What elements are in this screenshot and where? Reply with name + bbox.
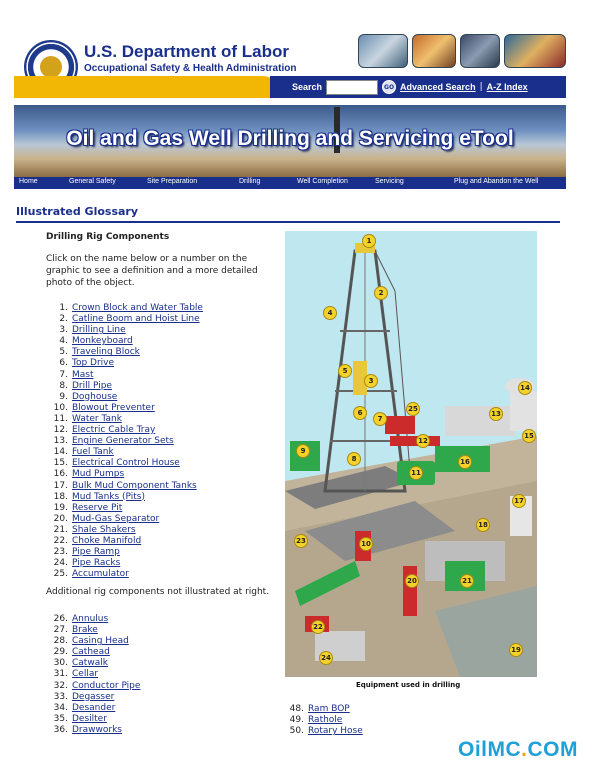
item-number: 7. <box>59 369 68 380</box>
glossary-link[interactable]: Catwalk <box>72 658 108 669</box>
drilling-rig-illustration <box>285 231 537 677</box>
rig-diagram <box>285 231 537 677</box>
list-item <box>46 547 203 558</box>
glossary-link[interactable]: Pipe Racks <box>72 558 121 569</box>
rig-marker-5[interactable]: 5 <box>338 364 352 378</box>
watermark-dot: . <box>521 738 528 761</box>
item-number: 34. <box>53 702 68 713</box>
item-number: 25. <box>53 569 68 580</box>
rig-marker-10[interactable]: 10 <box>359 537 373 551</box>
rig-marker-22[interactable]: 22 <box>311 620 325 634</box>
item-number: 50. <box>289 726 304 737</box>
rig-marker-1[interactable]: 1 <box>362 234 376 248</box>
list-item <box>46 347 203 358</box>
list-item <box>286 704 363 715</box>
watermark-text: COM <box>527 738 579 761</box>
glossary-link[interactable]: Pipe Ramp <box>72 547 120 558</box>
item-number: 3. <box>59 325 68 336</box>
search-input[interactable] <box>326 80 378 95</box>
rig-marker-15[interactable]: 15 <box>522 429 536 443</box>
rig-marker-14[interactable]: 14 <box>518 381 532 395</box>
rig-marker-2[interactable]: 2 <box>374 286 388 300</box>
list-item <box>46 525 203 536</box>
rig-marker-16[interactable]: 16 <box>458 455 472 469</box>
item-number: 35. <box>53 713 68 724</box>
section-subheading: Drilling Rig Components <box>46 232 170 242</box>
glossary-link[interactable]: Conductor Pipe <box>72 680 141 691</box>
item-number: 14. <box>53 447 68 458</box>
list-item <box>46 681 140 692</box>
worker-photo-4 <box>504 34 566 68</box>
item-number: 5. <box>59 347 68 358</box>
item-number: 23. <box>53 547 68 558</box>
nav-general-safety[interactable]: General Safety <box>69 178 116 185</box>
item-number: 12. <box>53 425 68 436</box>
advanced-search-link[interactable]: Advanced Search <box>400 82 476 92</box>
list-item <box>46 436 203 447</box>
rig-marker-13[interactable]: 13 <box>489 407 503 421</box>
main-nav <box>14 177 566 189</box>
rig-marker-12[interactable]: 12 <box>416 434 430 448</box>
banner-title: Oil and Gas Well Drilling and Servicing eTool <box>66 127 514 150</box>
search-label: Search <box>292 82 323 92</box>
glossary-link[interactable]: Crown Block and Water Table <box>72 303 203 313</box>
component-list <box>46 303 203 580</box>
worker-photo-1 <box>358 34 408 68</box>
item-number: 15. <box>53 458 68 469</box>
rig-marker-9[interactable]: 9 <box>296 444 310 458</box>
glossary-link[interactable]: Brake <box>72 625 98 636</box>
glossary-link[interactable]: Traveling Block <box>72 347 140 358</box>
item-number: 24. <box>53 558 68 569</box>
list-item <box>46 303 203 314</box>
glossary-link[interactable]: Casing Head <box>72 636 129 647</box>
title-divider <box>16 221 560 223</box>
additional-components-note: Additional rig components not illustrated at right. <box>46 587 270 597</box>
item-number: 32. <box>53 680 68 691</box>
list-item <box>46 636 140 647</box>
item-number: 28. <box>53 636 68 647</box>
worker-photo-3 <box>460 34 500 68</box>
item-number: 16. <box>53 469 68 480</box>
list-item <box>46 403 203 414</box>
glossary-link[interactable]: Blowout Preventer <box>72 402 155 413</box>
item-number: 20. <box>53 513 68 524</box>
rig-marker-25[interactable]: 25 <box>406 402 420 416</box>
glossary-link[interactable]: Top Drive <box>72 358 115 369</box>
list-item <box>46 714 140 725</box>
link-separator: | <box>479 82 483 92</box>
additional-component-list-right <box>286 704 363 737</box>
list-item <box>46 414 203 425</box>
list-item <box>46 614 140 625</box>
search-bar <box>270 76 566 98</box>
additional-component-list <box>46 614 140 736</box>
rig-marker-6[interactable]: 6 <box>353 406 367 420</box>
list-item <box>46 692 140 703</box>
list-item <box>46 392 203 403</box>
item-number: 48. <box>289 704 304 714</box>
agency-name[interactable] <box>84 42 296 74</box>
item-number: 19. <box>53 502 68 513</box>
nav-drilling[interactable]: Drilling <box>239 178 261 185</box>
glossary-link[interactable]: Mast <box>72 369 94 380</box>
item-number: 27. <box>53 625 68 636</box>
oilmc-watermark <box>458 738 578 762</box>
nav-plug-and-abandon[interactable]: Plug and Abandon the Well <box>454 178 539 185</box>
glossary-link[interactable]: Rathole <box>308 715 343 726</box>
glossary-link[interactable]: Desilter <box>72 713 107 724</box>
item-number: 31. <box>53 669 68 680</box>
glossary-link[interactable]: Drawworks <box>72 724 122 735</box>
item-number: 29. <box>53 647 68 658</box>
item-number: 2. <box>59 314 68 325</box>
glossary-link[interactable]: Ram BOP <box>308 704 350 714</box>
list-item <box>46 492 203 503</box>
list-item <box>46 458 203 469</box>
glossary-link[interactable]: Reserve Pit <box>72 502 123 513</box>
item-number: 49. <box>289 715 304 726</box>
glossary-link[interactable]: Catline Boom and Hoist Line <box>72 314 200 325</box>
glossary-link[interactable]: Drill Pipe <box>72 380 112 391</box>
glossary-link[interactable]: Doghouse <box>72 391 118 402</box>
watermark-text: OilMC <box>458 738 522 761</box>
glossary-link[interactable]: Electric Cable Tray <box>72 425 156 436</box>
header-accent-band <box>14 76 284 98</box>
glossary-link[interactable]: Water Tank <box>72 413 122 424</box>
item-number: 21. <box>53 524 68 535</box>
item-number: 8. <box>59 380 68 391</box>
item-number: 17. <box>53 480 68 491</box>
item-number: 30. <box>53 658 68 669</box>
rig-marker-19[interactable]: 19 <box>509 643 523 657</box>
glossary-link[interactable]: Electrical Control House <box>72 458 180 469</box>
rig-marker-20[interactable]: 20 <box>405 574 419 588</box>
rig-marker-23[interactable]: 23 <box>294 534 308 548</box>
item-number: 33. <box>53 691 68 702</box>
az-index-link[interactable]: A-Z Index <box>486 82 528 92</box>
item-number: 18. <box>53 491 68 502</box>
search-go-button[interactable]: GO <box>382 80 396 94</box>
glossary-link[interactable]: Engine Generator Sets <box>72 436 174 447</box>
rig-marker-21[interactable]: 21 <box>460 574 474 588</box>
list-item <box>46 725 140 736</box>
glossary-link[interactable]: Bulk Mud Component Tanks <box>72 480 197 491</box>
rig-marker-18[interactable]: 18 <box>476 518 490 532</box>
item-number: 4. <box>59 336 68 347</box>
list-item <box>46 558 203 569</box>
glossary-link[interactable]: Shale Shakers <box>72 524 136 535</box>
intro-text: Click on the name below or a number on the graphic to see a definition and a more detailed photo of the object. <box>46 254 258 288</box>
glossary-link[interactable]: Cathead <box>72 647 110 658</box>
item-number: 10. <box>53 402 68 413</box>
item-number: 26. <box>53 614 68 624</box>
list-item <box>46 358 203 369</box>
worker-photo-2 <box>412 34 456 68</box>
glossary-link[interactable]: Rotary Hose <box>308 726 363 737</box>
rig-marker-7[interactable]: 7 <box>373 412 387 426</box>
item-number: 6. <box>59 358 68 369</box>
glossary-link[interactable]: Mud Tanks (Pits) <box>72 491 146 502</box>
list-item <box>46 425 203 436</box>
glossary-link[interactable]: Drilling Line <box>72 325 126 336</box>
item-number: 9. <box>59 391 68 402</box>
agency-title[interactable]: U.S. Department of Labor <box>84 42 289 61</box>
glossary-link[interactable]: Choke Manifold <box>72 535 142 546</box>
glossary-link[interactable]: Desander <box>72 702 116 713</box>
nav-home[interactable]: Home <box>19 178 38 185</box>
nav-site-preparation[interactable]: Site Preparation <box>147 178 198 185</box>
glossary-link[interactable]: Monkeyboard <box>72 336 133 347</box>
rig-marker-3[interactable]: 3 <box>364 374 378 388</box>
list-item <box>46 314 203 325</box>
list-item <box>46 370 203 381</box>
glossary-link[interactable]: Cellar <box>72 669 99 680</box>
list-item <box>46 503 203 514</box>
item-number: 36. <box>53 724 68 735</box>
item-number: 1. <box>59 303 68 313</box>
glossary-link[interactable]: Degasser <box>72 691 115 702</box>
rig-marker-4[interactable]: 4 <box>323 306 337 320</box>
rig-marker-24[interactable]: 24 <box>319 651 333 665</box>
nav-well-completion[interactable]: Well Completion <box>297 178 348 185</box>
illustration-caption: Equipment used in drilling <box>356 681 461 689</box>
list-item <box>46 569 203 580</box>
list-item <box>46 625 140 636</box>
glossary-link[interactable]: Annulus <box>72 614 109 624</box>
item-number: 11. <box>53 413 68 424</box>
item-number: 22. <box>53 535 68 546</box>
rig-marker-8[interactable]: 8 <box>347 452 361 466</box>
list-item <box>46 536 203 547</box>
list-item <box>46 381 203 392</box>
rig-marker-17[interactable]: 17 <box>512 494 526 508</box>
list-item <box>46 469 203 480</box>
glossary-link[interactable]: Mud Pumps <box>72 469 125 480</box>
rig-marker-11[interactable]: 11 <box>409 466 423 480</box>
nav-servicing[interactable]: Servicing <box>375 178 404 185</box>
list-item <box>46 647 140 658</box>
page-title: Illustrated Glossary <box>16 205 139 218</box>
eagle-emblem-icon <box>40 56 62 78</box>
glossary-link[interactable]: Accumulator <box>72 569 129 580</box>
glossary-link[interactable]: Mud-Gas Separator <box>72 513 160 524</box>
list-item <box>46 336 203 347</box>
list-item <box>286 715 363 726</box>
list-item <box>46 514 203 525</box>
list-item <box>46 669 140 680</box>
header-photo-strip <box>358 28 566 72</box>
list-item <box>46 481 203 492</box>
list-item <box>286 726 363 737</box>
list-item <box>46 447 203 458</box>
list-item <box>46 703 140 714</box>
agency-subtitle[interactable]: Occupational Safety & Health Administration <box>84 63 297 74</box>
item-number: 13. <box>53 436 68 447</box>
glossary-link[interactable]: Fuel Tank <box>72 447 114 458</box>
etool-banner[interactable] <box>14 105 566 177</box>
list-item <box>46 658 140 669</box>
list-item <box>46 325 203 336</box>
